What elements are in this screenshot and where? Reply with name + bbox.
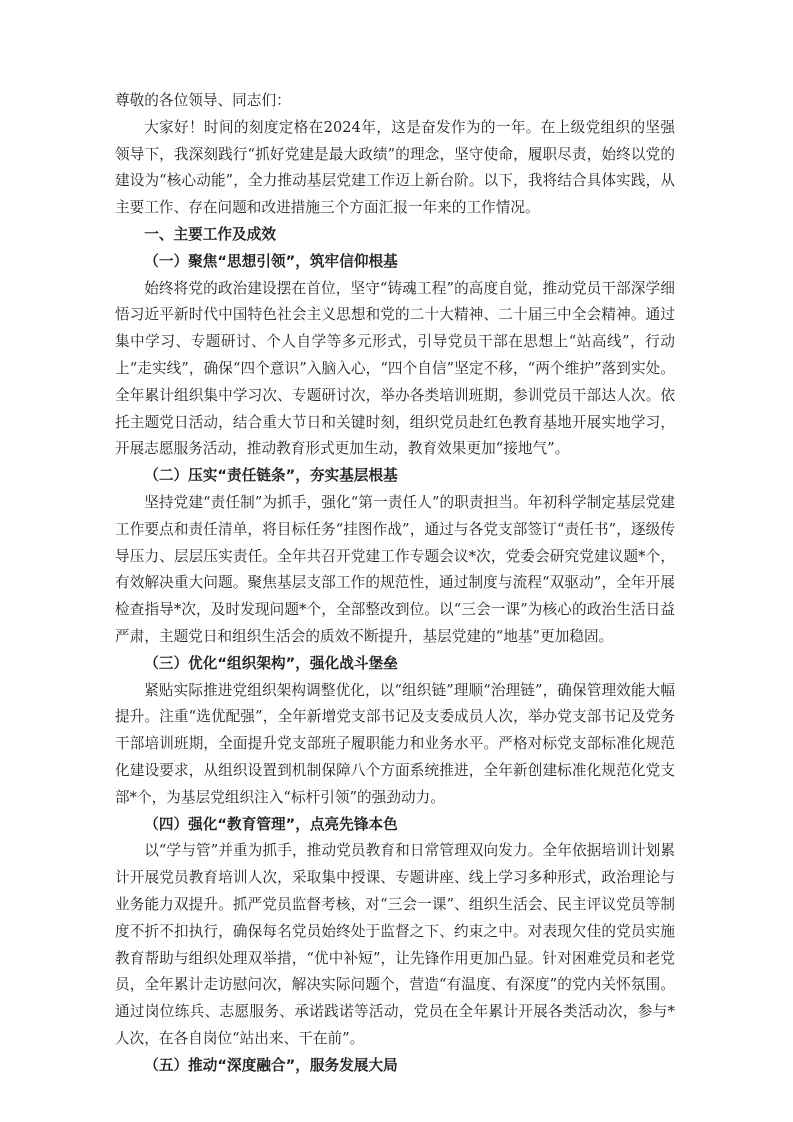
subsection-body-1: 始终将党的政治建设摆在首位，坚守“铸魂工程”的高度自觉，推动党员干部深学细悟习近平新时代中国特色社会主义思想和党的二十大精神、二十届三中全会精神。通过集中学习、专题研讨、个人自学等多元形式，引导党员干部在思想上“站高线”，行动上“走实线”，确保“四个意识”入脑入心，“四个自信”坚定不移，“两个维护”落到实处。全年累计组织集中学习次、专题研讨次，举办各类培训班期，参训党员干部达人次。依托主题党日活动，结合重大节日和关键时刻，组织党员赴红色教育基地开展实地学习，开展志愿服务活动，推动教育形式更加生动，教育效果更加“接地气”。 bbox=[115, 279, 675, 458]
subsection-heading-5: （五）推动“深度融合”，服务发展大局 bbox=[144, 1056, 398, 1074]
subsection-body-4: 以“学与管”并重为抓手，推动党员教育和日常管理双向发力。全年依据培训计划累计开展党员教育培训人次，采取集中授课、专题讲座、线上学习多种形式，政治理论与业务能力双提升。抓严党员监督考核，对“三会一课”、组织生活会、民主评议党员等制度不折不扣执行，确保每名党员始终处于监督之下、约束之中。对表现欠佳的党员实施教育帮助与组织处理双举措，“优中补短”，让先锋作用更加凸显。针对困难党员和老党员，全年累计走访慰问次，解决实际问题个，营造“有温度、有深度”的党内关怀氛围。通过岗位练兵、志愿服务、承诺践诺等活动，党员在全年累计开展各类活动次，参与*人次，在各自岗位“站出来、干在前”。 bbox=[115, 842, 675, 1047]
document-page bbox=[115, 88, 675, 1079]
salutation: 尊敬的各位领导、同志们： bbox=[115, 92, 291, 109]
subsection-body-2: 坚持党建“责任制”为抓手，强化“第一责任人”的职责担当。年初科学制定基层党建工作要点和责任清单，将目标任务“挂图作战”，通过与各党支部签订“责任书”，逐级传导压力、层层压实责任。全年共召开党建工作专题会议*次，党委会研究党建议题*个，有效解决重大问题。聚焦基层支部工作的规范性，通过制度与流程“双驱动”，全年开展检查指导*次，及时发现问题*个，全部整改到位。以“三会一课”为核心的政治生活日益严肃，主题党日和组织生活会的质效不断提升，基层党建的“地基”更加稳固。 bbox=[115, 493, 675, 645]
subsection-heading-3: （三）优化“组织架构”，强化战斗堡垒 bbox=[144, 654, 398, 672]
section-heading-main-work: 一、主要工作及成效 bbox=[144, 225, 276, 243]
subsection-heading-2: （二）压实“责任链条”，夯实基层根基 bbox=[144, 467, 398, 485]
subsection-heading-1: （一）聚焦“思想引领”，筑牢信仰根基 bbox=[144, 252, 398, 270]
subsection-body-3: 紧贴实际推进党组织架构调整优化，以“组织链”理顺“治理链”，确保管理效能大幅提升。注重“选优配强”，全年新增党支部书记及支委成员人次，举办党支部书记及党务干部培训班期，全面提升党支部班子履职能力和业务水平。严格对标党支部标准化规范化建设要求，从组织设置到机制保障八个方面系统推进，全年新创建标准化规范化党支部*个，为基层党组织注入“标杆引领”的强劲动力。 bbox=[115, 681, 675, 806]
intro-paragraph: 大家好！时间的刻度定格在2024年，这是奋发作为的一年。在上级党组织的坚强领导下，我深刻践行“抓好党建是最大政绩”的理念，坚守使命，履职尽责，始终以党的建设为“核心动能”，全力推动基层党建工作迈上新台阶。以下，我将结合具体实践，从主要工作、存在问题和改进措施三个方面汇报一年来的工作情况。 bbox=[115, 118, 675, 217]
subsection-heading-4: （四）强化“教育管理”，点亮先锋本色 bbox=[144, 815, 398, 833]
